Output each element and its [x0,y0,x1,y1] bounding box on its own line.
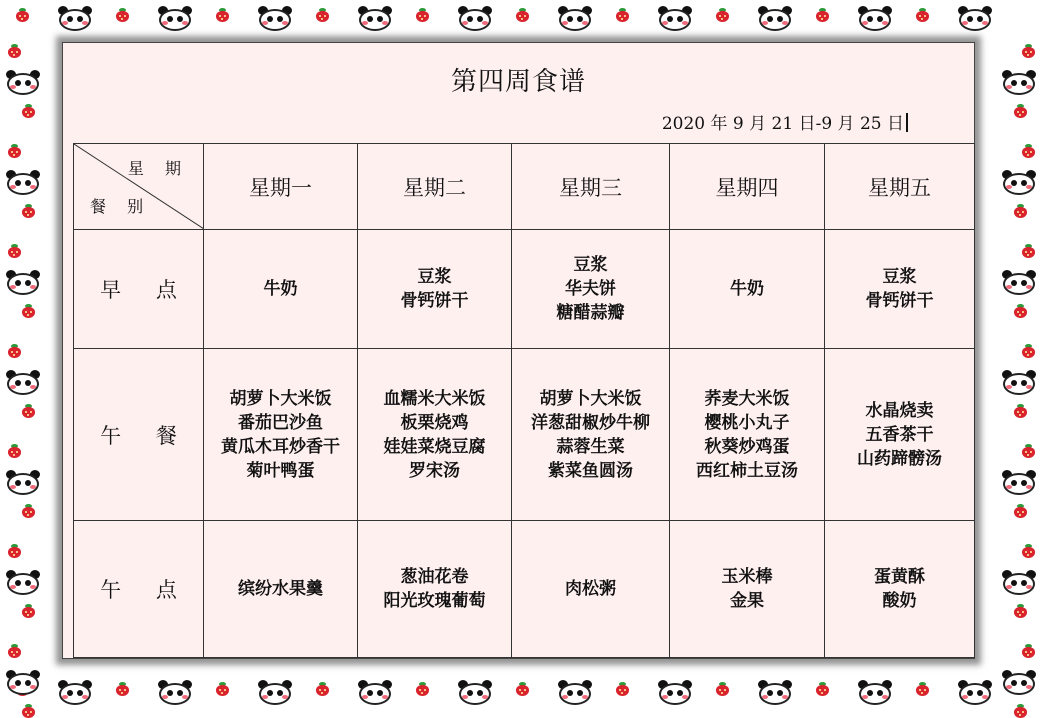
dish-item: 金果 [730,591,764,611]
panda-face-icon [1000,170,1038,196]
strawberry-icon [22,704,35,718]
strawberry-icon [1014,104,1027,118]
panda-face-icon [1000,370,1038,396]
dish-item: 番茄巴沙鱼 [238,412,323,433]
strawberry-icon [1014,304,1027,318]
panda-face-icon [1000,570,1038,596]
dish-item: 五香茶干 [865,424,934,445]
strawberry-icon [1022,644,1035,658]
menu-cell [512,230,670,349]
panda-face-icon [756,6,794,32]
dish-item: 洋葱甜椒炒牛柳 [531,412,650,433]
breakfast-row [74,230,975,349]
strawberry-icon [516,8,529,22]
dish-item: 肉松粥 [565,579,616,599]
panda-face-icon [656,6,694,32]
dish-item: 牛奶 [263,279,298,299]
menu-cell [512,521,670,658]
dish-item: 豆浆 [882,267,917,287]
dish-item: 西红柿土豆汤 [696,460,798,481]
panda-face-icon [1000,670,1038,696]
header-row [74,144,975,230]
menu-cell [358,521,512,658]
strawberry-icon [216,8,229,22]
panda-face-icon [256,680,294,706]
menu-cell [670,521,825,658]
strawberry-icon [22,204,35,218]
dish-item: 水晶烧卖 [865,400,934,421]
dish-item: 蒜蓉生菜 [556,436,625,457]
strawberry-icon [1014,404,1027,418]
panda-face-icon [56,680,94,706]
text-cursor [906,113,908,132]
day-header-wed: 星期三 [512,144,670,230]
dish-item: 阳光玫瑰葡萄 [383,591,486,611]
dish-item: 山药蹄髈汤 [857,448,942,469]
dish-item: 牛奶 [730,279,764,299]
day-header-tue: 星期二 [358,144,512,230]
panda-face-icon [356,6,394,32]
dish-item: 秋葵炒鸡蛋 [704,436,790,457]
strawberry-icon [616,682,629,696]
date-range [662,109,908,134]
corner-cell [74,144,204,230]
menu-cell [670,349,825,521]
strawberry-icon [1022,144,1035,158]
panda-face-icon [556,6,594,32]
strawberry-icon [416,682,429,696]
panda-face-icon [856,6,894,32]
day-header-fri: 星期五 [825,144,975,230]
strawberry-icon [816,8,829,22]
strawberry-icon [8,644,21,658]
strawberry-icon [1022,544,1035,558]
meal-label-lunch: 午 餐 [74,349,204,521]
strawberry-icon [8,544,21,558]
date-range-text: 2020 年 9 月 21 日-9 月 25 日 [661,114,904,134]
panda-face-icon [1000,470,1038,496]
strawberry-icon [316,682,329,696]
panda-face-icon [4,470,42,496]
strawberry-icon [8,344,21,358]
strawberry-icon [1022,244,1035,258]
dish-item: 糖醋蒜瓣 [556,303,625,323]
dish-item: 华夫饼 [565,279,616,299]
menu-cell [204,521,358,658]
lunch-row [74,349,975,521]
day-header-thu: 星期四 [670,144,825,230]
menu-cell [358,349,512,521]
dish-item: 血糯米大米饭 [383,388,486,409]
panda-face-icon [4,70,42,96]
panda-face-icon [56,6,94,32]
dish-item: 玉米棒 [721,567,773,587]
panda-face-icon [656,680,694,706]
strawberry-icon [8,444,21,458]
menu-cell [512,349,670,521]
strawberry-icon [8,44,21,58]
strawberry-icon [8,144,21,158]
dish-item: 黄瓜木耳炒香干 [221,436,340,457]
panda-face-icon [4,670,42,696]
panda-face-icon [356,680,394,706]
strawberry-icon [22,404,35,418]
menu-cell [825,230,975,349]
corner-label-weekday: 星 期 [127,159,189,178]
meal-label-breakfast: 早 点 [74,230,204,349]
strawberry-icon [716,8,729,22]
strawberry-icon [22,504,35,518]
strawberry-icon [1014,204,1027,218]
strawberry-icon [1014,504,1027,518]
strawberry-icon [716,682,729,696]
day-header-mon: 星期一 [204,144,358,230]
panda-face-icon [1000,70,1038,96]
dish-item: 板栗烧鸡 [400,412,469,433]
panda-face-icon [256,6,294,32]
panda-face-icon [4,170,42,196]
strawberry-icon [1014,704,1027,718]
dish-item: 蛋黄酥 [874,567,925,587]
dish-item: 菊叶鸭蛋 [246,460,315,481]
strawberry-icon [916,8,929,22]
panda-face-icon [1000,270,1038,296]
dish-item: 胡萝卜大米饭 [229,388,332,409]
meal-label-snack: 午 点 [74,521,204,658]
panda-face-icon [4,570,42,596]
panda-face-icon [4,370,42,396]
dish-item: 葱油花卷 [400,567,469,587]
panda-face-icon [456,6,494,32]
menu-cell [825,349,975,521]
strawberry-icon [416,8,429,22]
strawberry-icon [116,682,129,696]
strawberry-icon [216,682,229,696]
panda-face-icon [156,6,194,32]
dish-item: 豆浆 [417,267,452,287]
menu-cell [204,349,358,521]
panda-face-icon [456,680,494,706]
menu-table [73,143,975,658]
dish-item: 骨钙饼干 [400,291,469,311]
strawberry-icon [516,682,529,696]
dish-item: 紫菜鱼圆汤 [548,460,633,481]
strawberry-icon [8,244,21,258]
panda-face-icon [756,680,794,706]
strawberry-icon [116,8,129,22]
dish-item: 骨钙饼干 [865,291,934,311]
dish-item: 樱桃小丸子 [704,412,790,433]
dish-item: 娃娃菜烧豆腐 [383,436,486,457]
strawberry-icon [916,682,929,696]
strawberry-icon [1022,444,1035,458]
panda-face-icon [4,270,42,296]
panda-face-icon [956,680,994,706]
page-title: 第四周食谱 [450,67,586,97]
dish-item: 胡萝卜大米饭 [539,388,642,409]
dish-item: 荞麦大米饭 [704,388,790,409]
strawberry-icon [22,104,35,118]
dish-item: 缤纷水果羹 [238,579,323,599]
strawberry-icon [316,8,329,22]
panda-face-icon [556,680,594,706]
dish-item: 豆浆 [573,255,608,275]
panda-face-icon [856,680,894,706]
strawberry-icon [616,8,629,22]
panda-face-icon [956,6,994,32]
strawberry-icon [1014,604,1027,618]
strawberry-icon [816,682,829,696]
dish-item: 酸奶 [882,591,917,611]
strawberry-icon [16,8,29,22]
menu-card [62,42,975,659]
strawberry-icon [1022,44,1035,58]
menu-cell [358,230,512,349]
snack-row [74,521,975,658]
strawberry-icon [1022,344,1035,358]
corner-label-meal: 餐 别 [90,197,152,216]
menu-cell [825,521,975,658]
strawberry-icon [22,304,35,318]
menu-cell [670,230,825,349]
panda-face-icon [156,680,194,706]
strawberry-icon [22,604,35,618]
menu-cell [204,230,358,349]
dish-item: 罗宋汤 [409,460,460,481]
